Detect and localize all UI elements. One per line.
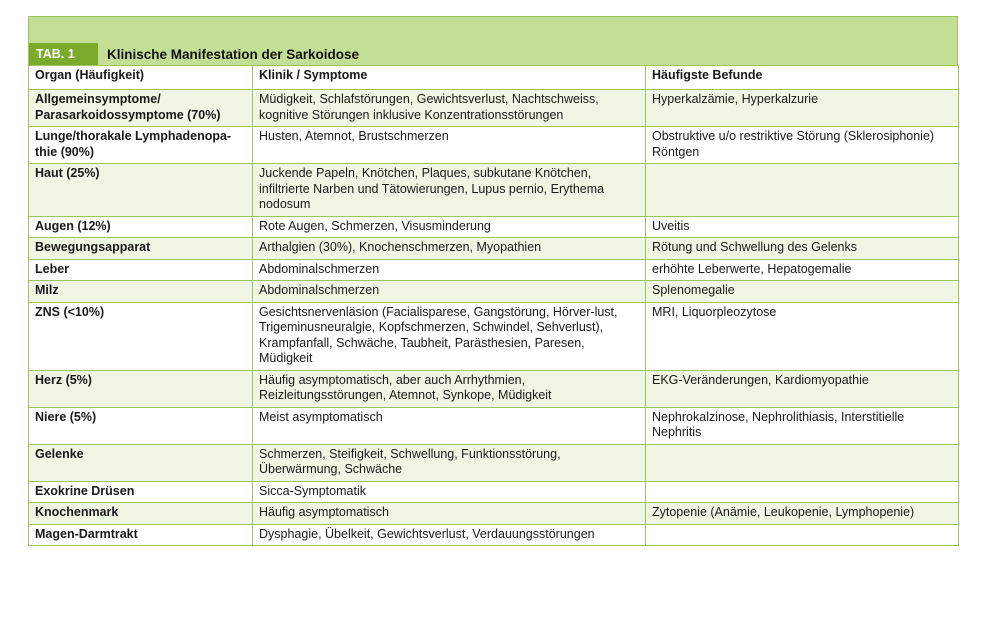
organ-cell: Gelenke [29, 444, 253, 481]
findings-cell: Splenomegalie [646, 281, 959, 303]
findings-cell: EKG-Veränderungen, Kardiomyopathie [646, 370, 959, 407]
organ-cell: Magen-Darmtrakt [29, 524, 253, 546]
organ-cell: Niere (5%) [29, 407, 253, 444]
findings-cell [646, 164, 959, 217]
table-number-badge: TAB. 1 [29, 43, 98, 65]
header-organ: Organ (Häufigkeit) [29, 66, 253, 90]
symptoms-cell: Meist asymptomatisch [253, 407, 646, 444]
symptoms-cell: Häufig asymptomatisch [253, 503, 646, 525]
table-container [28, 16, 958, 546]
table-row [29, 90, 959, 127]
table-row [29, 259, 959, 281]
findings-cell: erhöhte Leberwerte, Hepatogemalie [646, 259, 959, 281]
symptoms-cell: Abdominalschmerzen [253, 259, 646, 281]
organ-cell: Knochenmark [29, 503, 253, 525]
findings-cell: Nephrokalzinose, Nephrolithiasis, Interstitielle Nephritis [646, 407, 959, 444]
organ-cell: Lunge/thorakale Lymphadenopa-thie (90%) [29, 127, 253, 164]
table-row [29, 164, 959, 217]
header-findings: Häufigste Befunde [646, 66, 959, 90]
findings-cell [646, 444, 959, 481]
organ-cell: Exokrine Drüsen [29, 481, 253, 503]
symptoms-cell: Müdigkeit, Schlafstörungen, Gewichtsverlust, Nachtschweiss, kognitive Störungen inklusive Konzentrationsstörungen [253, 90, 646, 127]
symptoms-cell: Sicca-Symptomatik [253, 481, 646, 503]
header-symptoms: Klinik / Symptome [253, 66, 646, 90]
organ-cell: Allgemeinsymptome/ Parasarkoidossymptome (70%) [29, 90, 253, 127]
organ-cell: Bewegungsapparat [29, 238, 253, 260]
findings-cell: MRI, Liquorpleozytose [646, 302, 959, 370]
table-row [29, 127, 959, 164]
findings-cell: Obstruktive u/o restriktive Störung (Sklerosiphonie) Röntgen [646, 127, 959, 164]
findings-cell: Uveitis [646, 216, 959, 238]
table-header-row [29, 66, 959, 90]
findings-cell: Hyperkalzämie, Hyperkalzurie [646, 90, 959, 127]
table-title-bar [28, 16, 958, 65]
organ-cell: Milz [29, 281, 253, 303]
symptoms-cell: Dysphagie, Übelkeit, Gewichtsverlust, Verdauungsstörungen [253, 524, 646, 546]
table-title: Klinische Manifestation der Sarkoidose [107, 47, 360, 62]
sarkoidose-table [28, 65, 959, 546]
symptoms-cell: Abdominalschmerzen [253, 281, 646, 303]
table-row [29, 370, 959, 407]
organ-cell: Haut (25%) [29, 164, 253, 217]
symptoms-cell: Husten, Atemnot, Brustschmerzen [253, 127, 646, 164]
table-row [29, 302, 959, 370]
table-row [29, 216, 959, 238]
organ-cell: Herz (5%) [29, 370, 253, 407]
table-row [29, 407, 959, 444]
findings-cell [646, 524, 959, 546]
symptoms-cell: Schmerzen, Steifigkeit, Schwellung, Funktionsstörung, Überwärmung, Schwäche [253, 444, 646, 481]
table-row [29, 281, 959, 303]
findings-cell [646, 481, 959, 503]
symptoms-cell: Gesichtsnervenläsion (Facialisparese, Gangstörung, Hörver-lust, Trigeminusneuralgie, Kopfschmerzen, Schwindel, Sehverlust), Krampfanfall, Schwäche, Taubheit, Parästhesien, Paresen, Müdigkeit [253, 302, 646, 370]
organ-cell: ZNS (<10%) [29, 302, 253, 370]
organ-cell: Leber [29, 259, 253, 281]
table-row [29, 238, 959, 260]
table-row [29, 481, 959, 503]
findings-cell: Zytopenie (Anämie, Leukopenie, Lymphopenie) [646, 503, 959, 525]
organ-cell: Augen (12%) [29, 216, 253, 238]
symptoms-cell: Rote Augen, Schmerzen, Visusminderung [253, 216, 646, 238]
table-row [29, 444, 959, 481]
symptoms-cell: Arthalgien (30%), Knochenschmerzen, Myopathien [253, 238, 646, 260]
table-row [29, 524, 959, 546]
symptoms-cell: Juckende Papeln, Knötchen, Plaques, subkutane Knötchen, infiltrierte Narben und Tätowierungen, Lupus pernio, Erythema nodosum [253, 164, 646, 217]
symptoms-cell: Häufig asymptomatisch, aber auch Arrhythmien, Reizleitungsstörungen, Atemnot, Synkope, Müdigkeit [253, 370, 646, 407]
table-row [29, 503, 959, 525]
findings-cell: Rötung und Schwellung des Gelenks [646, 238, 959, 260]
